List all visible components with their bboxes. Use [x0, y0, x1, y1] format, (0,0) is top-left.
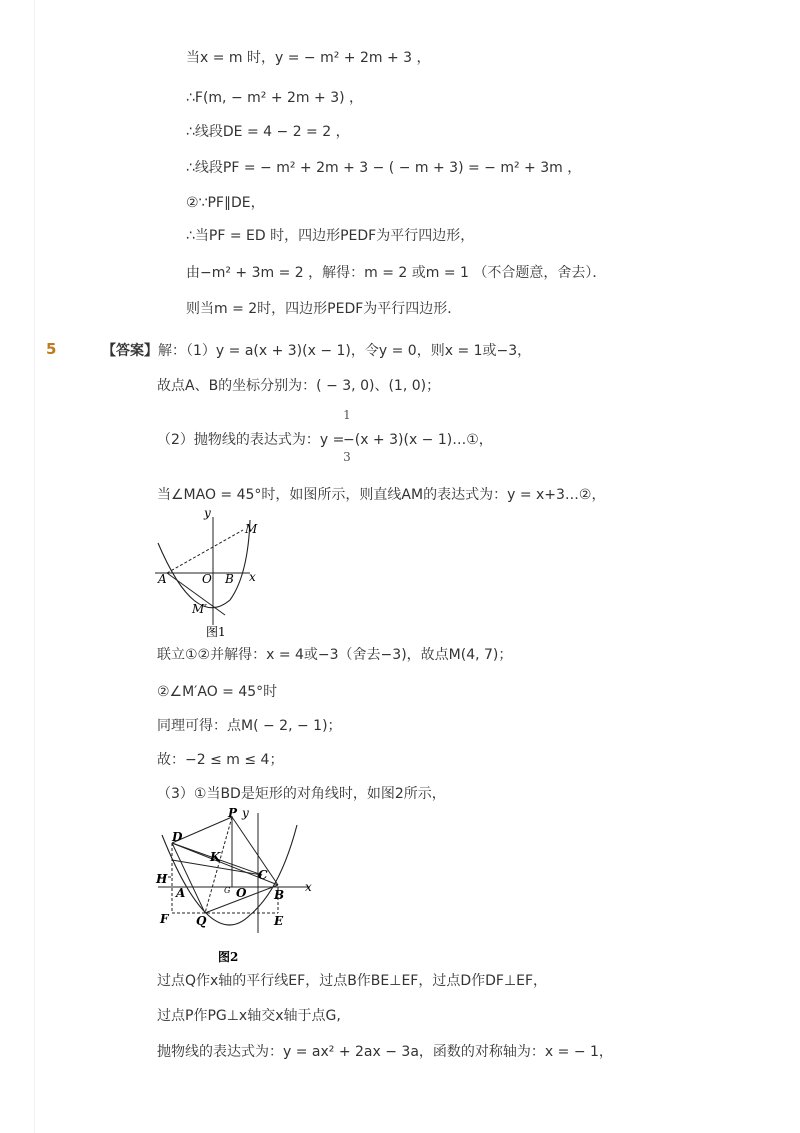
fig1-label-B: B [225, 572, 234, 586]
fig1-label-A: A [158, 572, 167, 586]
solution-line-20: 抛物线的表达式为：y = ax² + 2ax − 3a，函数的对称轴为：x = − 1， [157, 1044, 613, 1060]
fig2-label-Q: Q [196, 914, 207, 928]
figure-2-graph [150, 805, 325, 970]
solution-line-12: 当∠MAO = 45°时，如图所示，则直线AM的表达式为：y = x+3…②， [157, 487, 606, 503]
solution-line-5: ②∵PF∥DE， [186, 195, 265, 211]
fig1-label-M: M [245, 522, 258, 536]
solution-line-6: ∴当PF = ED 时，四边形PEDF为平行四边形， [186, 228, 475, 244]
question-number: 5 [46, 340, 57, 358]
fig1-line-AM [167, 530, 243, 573]
fig1-label-x: x [249, 570, 256, 584]
fig2-label-O: O [236, 886, 247, 900]
solution-line-11a: （2）抛物线的表达式为：y = [157, 432, 345, 448]
page-left-edge [34, 0, 35, 1133]
figure-2 [150, 805, 325, 970]
solution-line-18: 过点Q作x轴的平行线EF，过点B作BE⊥EF，过点D作DF⊥EF， [157, 973, 548, 989]
solution-line-19: 过点P作PG⊥x轴交x轴于点G, [157, 1008, 341, 1024]
fig1-parabola [158, 520, 250, 608]
solution-line-2: ∴F(m, − m² + 2m + 3) ， [186, 90, 364, 106]
solution-line-16: 故：−2 ≤ m ≤ 4； [157, 752, 284, 768]
figure-1 [150, 505, 270, 645]
fraction-numerator: 1 [343, 408, 351, 422]
fig2-label-H: H [156, 872, 168, 886]
answer-label: 【答案】 [102, 343, 158, 359]
fig1-label-Mprime: M′ [192, 602, 208, 616]
fig1-label-y: y [204, 506, 211, 520]
fig2-label-C: C [258, 868, 268, 882]
answer-text: 解：（1）y = a(x + 3)(x − 1)，令y = 0，则x = 1或−3， [158, 343, 532, 359]
answer-line [102, 341, 531, 361]
fig2-caption: 图2 [218, 950, 239, 964]
solution-line-7: 由−m² + 3m = 2 ，解得：m = 2 或m = 1 （不合题意，舍去）． [186, 265, 607, 281]
solution-line-4: ∴线段PF = − m² + 2m + 3 − ( − m + 3) = − m² + 3m ， [186, 160, 582, 176]
fig2-label-D: D [172, 830, 183, 844]
fig2-line-PB [232, 817, 278, 885]
solution-line-13: 联立①②并解得：x = 4或−3（舍去−3)，故点M(4, 7)； [157, 647, 513, 663]
fig1-label-O: O [202, 572, 212, 586]
fraction-denominator: 3 [343, 450, 351, 464]
fig2-label-A: A [176, 886, 186, 900]
solution-line-15: 同理可得：点M( − 2, − 1)； [157, 718, 342, 734]
fig2-label-P: P [228, 806, 238, 820]
fig2-label-x: x [305, 880, 312, 894]
solution-line-11b: −(x + 3)(x − 1)…①， [343, 432, 493, 448]
fig2-label-F: F [160, 912, 169, 926]
solution-line-17: （3）①当BD是矩形的对角线时，如图2所示， [157, 786, 446, 802]
fig2-label-K: K [210, 850, 221, 864]
solution-line-10: 故点A、B的坐标分别为：( − 3, 0)、(1, 0)； [157, 378, 441, 394]
fig2-label-G: G [224, 886, 231, 895]
fig2-label-B: B [274, 888, 285, 902]
solution-line-8: 则当m = 2时，四边形PEDF为平行四边形． [186, 301, 462, 317]
solution-line-14: ②∠M′AO = 45°时 [157, 684, 278, 700]
solution-line-1: 当x = m 时，y = − m² + 2m + 3 ， [186, 50, 431, 66]
solution-line-3: ∴线段DE = 4 − 2 = 2 ， [186, 124, 350, 140]
figure-1-graph [150, 505, 270, 645]
fig2-label-y: y [242, 806, 249, 820]
fig2-label-E: E [274, 914, 284, 928]
fig1-caption: 图1 [206, 625, 226, 639]
